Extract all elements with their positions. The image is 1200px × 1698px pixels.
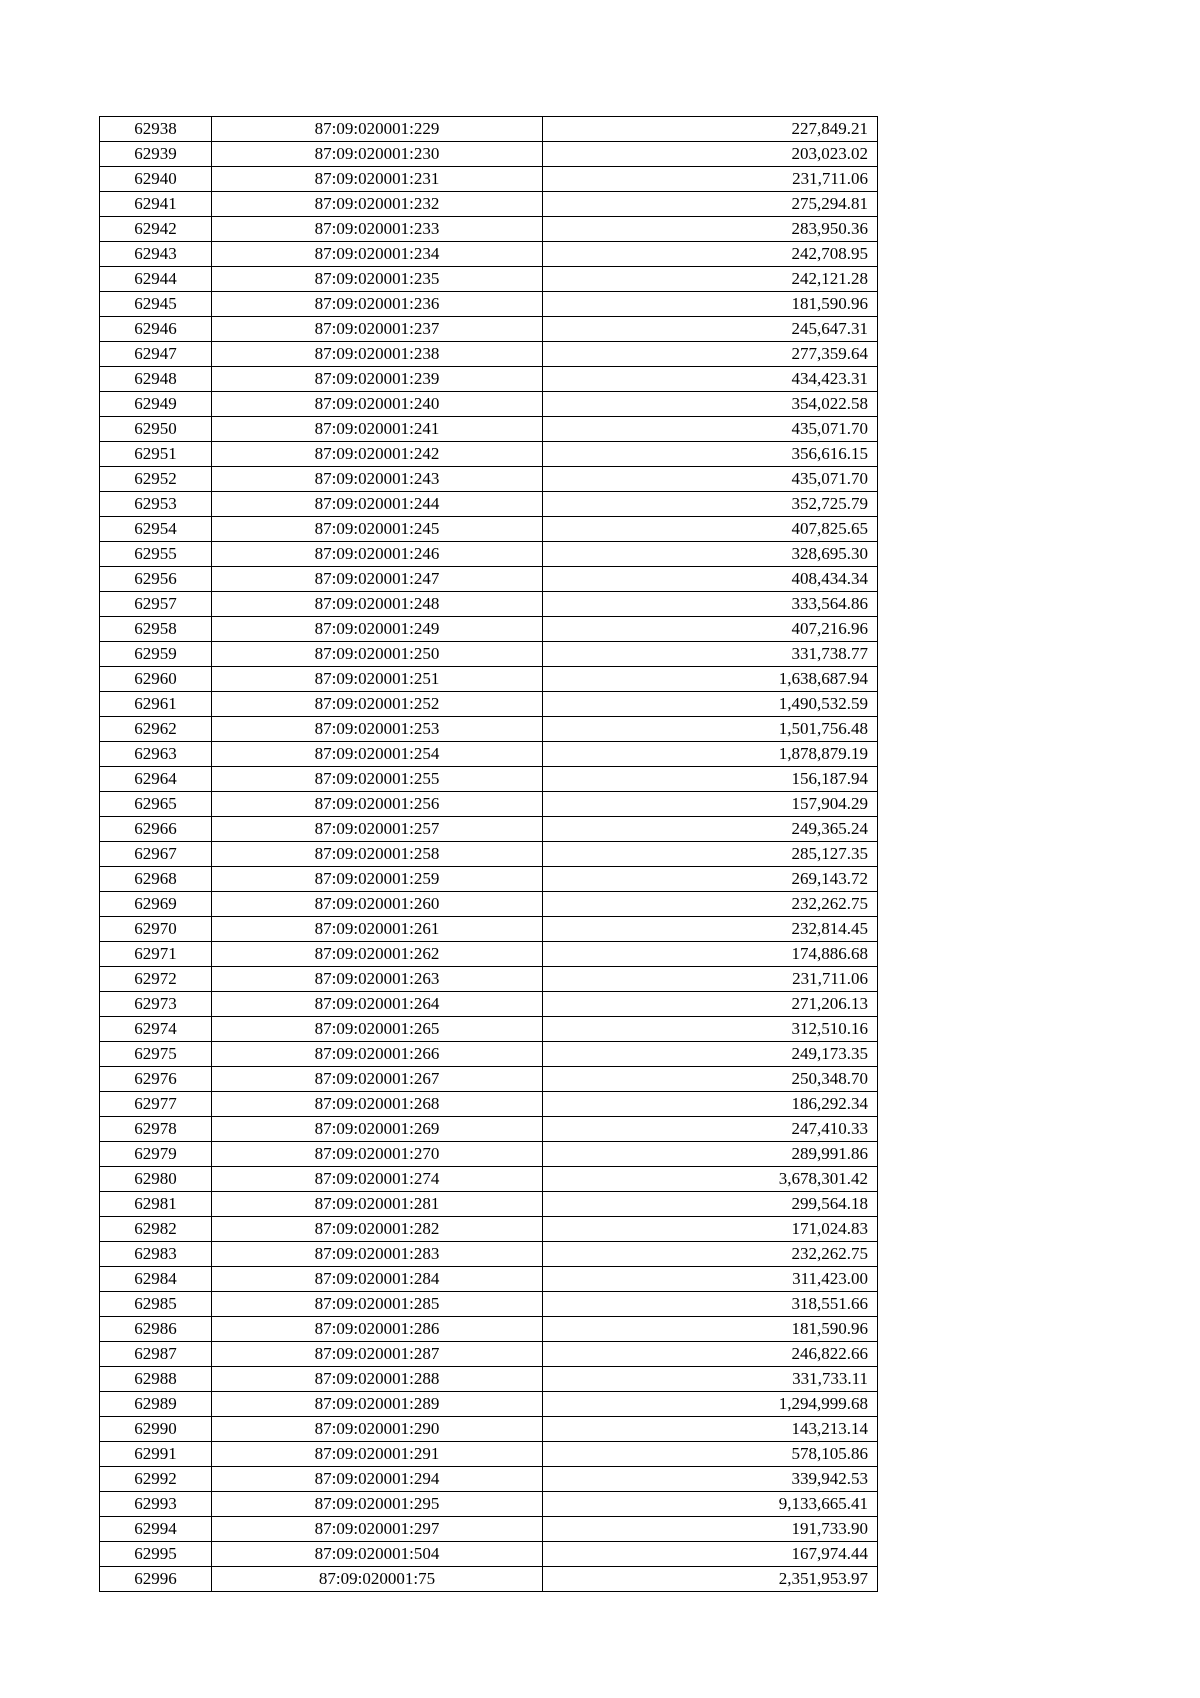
value-amount-cell: 1,294,999.68 <box>543 1392 878 1417</box>
row-number-cell: 62978 <box>100 1117 212 1142</box>
cadastral-number-cell: 87:09:020001:232 <box>212 192 543 217</box>
value-amount-cell: 578,105.86 <box>543 1442 878 1467</box>
cadastral-number-cell: 87:09:020001:288 <box>212 1367 543 1392</box>
cadastral-number-cell: 87:09:020001:285 <box>212 1292 543 1317</box>
table-row <box>100 992 878 1017</box>
value-amount-cell: 269,143.72 <box>543 867 878 892</box>
value-amount-cell: 354,022.58 <box>543 392 878 417</box>
value-amount-cell: 171,024.83 <box>543 1217 878 1242</box>
cadastral-number-cell: 87:09:020001:264 <box>212 992 543 1017</box>
row-number-cell: 62975 <box>100 1042 212 1067</box>
cadastral-number-cell: 87:09:020001:229 <box>212 117 543 142</box>
value-amount-cell: 186,292.34 <box>543 1092 878 1117</box>
row-number-cell: 62964 <box>100 767 212 792</box>
value-amount-cell: 407,216.96 <box>543 617 878 642</box>
cadastral-number-cell: 87:09:020001:282 <box>212 1217 543 1242</box>
cadastral-number-cell: 87:09:020001:284 <box>212 1267 543 1292</box>
table-row <box>100 1042 878 1067</box>
value-amount-cell: 318,551.66 <box>543 1292 878 1317</box>
table-row <box>100 592 878 617</box>
row-number-cell: 62949 <box>100 392 212 417</box>
cadastral-number-cell: 87:09:020001:270 <box>212 1142 543 1167</box>
table-body <box>100 117 878 1592</box>
table-row <box>100 1242 878 1267</box>
value-amount-cell: 285,127.35 <box>543 842 878 867</box>
table-row <box>100 217 878 242</box>
cadastral-number-cell: 87:09:020001:274 <box>212 1167 543 1192</box>
row-number-cell: 62967 <box>100 842 212 867</box>
table-row <box>100 492 878 517</box>
cadastral-number-cell: 87:09:020001:287 <box>212 1342 543 1367</box>
row-number-cell: 62993 <box>100 1492 212 1517</box>
cadastral-number-cell: 87:09:020001:263 <box>212 967 543 992</box>
row-number-cell: 62946 <box>100 317 212 342</box>
cadastral-number-cell: 87:09:020001:244 <box>212 492 543 517</box>
cadastral-number-cell: 87:09:020001:254 <box>212 742 543 767</box>
value-amount-cell: 242,708.95 <box>543 242 878 267</box>
cadastral-number-cell: 87:09:020001:261 <box>212 917 543 942</box>
value-amount-cell: 407,825.65 <box>543 517 878 542</box>
row-number-cell: 62953 <box>100 492 212 517</box>
row-number-cell: 62958 <box>100 617 212 642</box>
row-number-cell: 62996 <box>100 1567 212 1592</box>
row-number-cell: 62954 <box>100 517 212 542</box>
row-number-cell: 62980 <box>100 1167 212 1192</box>
table-row <box>100 1417 878 1442</box>
row-number-cell: 62971 <box>100 942 212 967</box>
cadastral-number-cell: 87:09:020001:258 <box>212 842 543 867</box>
row-number-cell: 62979 <box>100 1142 212 1167</box>
row-number-cell: 62959 <box>100 642 212 667</box>
value-amount-cell: 352,725.79 <box>543 492 878 517</box>
row-number-cell: 62990 <box>100 1417 212 1442</box>
row-number-cell: 62955 <box>100 542 212 567</box>
value-amount-cell: 3,678,301.42 <box>543 1167 878 1192</box>
value-amount-cell: 2,351,953.97 <box>543 1567 878 1592</box>
value-amount-cell: 249,365.24 <box>543 817 878 842</box>
row-number-cell: 62985 <box>100 1292 212 1317</box>
row-number-cell: 62986 <box>100 1317 212 1342</box>
row-number-cell: 62952 <box>100 467 212 492</box>
cadastral-number-cell: 87:09:020001:262 <box>212 942 543 967</box>
value-amount-cell: 1,638,687.94 <box>543 667 878 692</box>
table-row <box>100 517 878 542</box>
table-row <box>100 1367 878 1392</box>
value-amount-cell: 1,490,532.59 <box>543 692 878 717</box>
row-number-cell: 62982 <box>100 1217 212 1242</box>
cadastral-number-cell: 87:09:020001:297 <box>212 1517 543 1542</box>
cadastral-number-cell: 87:09:020001:249 <box>212 617 543 642</box>
value-amount-cell: 249,173.35 <box>543 1042 878 1067</box>
table-row <box>100 117 878 142</box>
row-number-cell: 62973 <box>100 992 212 1017</box>
table-row <box>100 1017 878 1042</box>
row-number-cell: 62962 <box>100 717 212 742</box>
row-number-cell: 62939 <box>100 142 212 167</box>
table-row <box>100 717 878 742</box>
cadastral-number-cell: 87:09:020001:236 <box>212 292 543 317</box>
cadastral-number-cell: 87:09:020001:75 <box>212 1567 543 1592</box>
value-amount-cell: 408,434.34 <box>543 567 878 592</box>
value-amount-cell: 289,991.86 <box>543 1142 878 1167</box>
cadastral-number-cell: 87:09:020001:230 <box>212 142 543 167</box>
table-row <box>100 1567 878 1592</box>
value-amount-cell: 299,564.18 <box>543 1192 878 1217</box>
value-amount-cell: 227,849.21 <box>543 117 878 142</box>
cadastral-number-cell: 87:09:020001:248 <box>212 592 543 617</box>
table-row <box>100 367 878 392</box>
cadastral-number-cell: 87:09:020001:234 <box>212 242 543 267</box>
cadastral-number-cell: 87:09:020001:233 <box>212 217 543 242</box>
table-row <box>100 317 878 342</box>
row-number-cell: 62948 <box>100 367 212 392</box>
row-number-cell: 62988 <box>100 1367 212 1392</box>
value-amount-cell: 247,410.33 <box>543 1117 878 1142</box>
row-number-cell: 62968 <box>100 867 212 892</box>
value-amount-cell: 191,733.90 <box>543 1517 878 1542</box>
cadastral-number-cell: 87:09:020001:267 <box>212 1067 543 1092</box>
table-row <box>100 567 878 592</box>
row-number-cell: 62969 <box>100 892 212 917</box>
table-row <box>100 1442 878 1467</box>
row-number-cell: 62994 <box>100 1517 212 1542</box>
cadastral-number-cell: 87:09:020001:240 <box>212 392 543 417</box>
table-row <box>100 242 878 267</box>
cadastral-number-cell: 87:09:020001:255 <box>212 767 543 792</box>
row-number-cell: 62966 <box>100 817 212 842</box>
table-row <box>100 1067 878 1092</box>
table-row <box>100 342 878 367</box>
value-amount-cell: 1,878,879.19 <box>543 742 878 767</box>
value-amount-cell: 328,695.30 <box>543 542 878 567</box>
row-number-cell: 62942 <box>100 217 212 242</box>
row-number-cell: 62950 <box>100 417 212 442</box>
value-amount-cell: 232,262.75 <box>543 1242 878 1267</box>
row-number-cell: 62945 <box>100 292 212 317</box>
row-number-cell: 62940 <box>100 167 212 192</box>
value-amount-cell: 311,423.00 <box>543 1267 878 1292</box>
table-row <box>100 142 878 167</box>
row-number-cell: 62989 <box>100 1392 212 1417</box>
table-row <box>100 1217 878 1242</box>
value-amount-cell: 435,071.70 <box>543 467 878 492</box>
table-row <box>100 1117 878 1142</box>
value-amount-cell: 9,133,665.41 <box>543 1492 878 1517</box>
cadastral-number-cell: 87:09:020001:237 <box>212 317 543 342</box>
cadastral-number-cell: 87:09:020001:281 <box>212 1192 543 1217</box>
value-amount-cell: 156,187.94 <box>543 767 878 792</box>
value-amount-cell: 246,822.66 <box>543 1342 878 1367</box>
row-number-cell: 62977 <box>100 1092 212 1117</box>
row-number-cell: 62947 <box>100 342 212 367</box>
cadastral-number-cell: 87:09:020001:242 <box>212 442 543 467</box>
table-row <box>100 417 878 442</box>
row-number-cell: 62956 <box>100 567 212 592</box>
row-number-cell: 62992 <box>100 1467 212 1492</box>
table-row <box>100 942 878 967</box>
cadastral-number-cell: 87:09:020001:294 <box>212 1467 543 1492</box>
cadastral-number-cell: 87:09:020001:241 <box>212 417 543 442</box>
table-row <box>100 1292 878 1317</box>
table-row <box>100 917 878 942</box>
cadastral-number-cell: 87:09:020001:286 <box>212 1317 543 1342</box>
table-row <box>100 442 878 467</box>
table-row <box>100 792 878 817</box>
cadastral-number-cell: 87:09:020001:291 <box>212 1442 543 1467</box>
table-row <box>100 892 878 917</box>
table-row <box>100 292 878 317</box>
value-amount-cell: 232,814.45 <box>543 917 878 942</box>
row-number-cell: 62972 <box>100 967 212 992</box>
row-number-cell: 62976 <box>100 1067 212 1092</box>
row-number-cell: 62943 <box>100 242 212 267</box>
cadastral-number-cell: 87:09:020001:256 <box>212 792 543 817</box>
table-row <box>100 1492 878 1517</box>
value-amount-cell: 242,121.28 <box>543 267 878 292</box>
row-number-cell: 62965 <box>100 792 212 817</box>
table-row <box>100 1142 878 1167</box>
table-row <box>100 817 878 842</box>
cadastral-number-cell: 87:09:020001:247 <box>212 567 543 592</box>
row-number-cell: 62987 <box>100 1342 212 1367</box>
value-amount-cell: 331,738.77 <box>543 642 878 667</box>
cadastral-number-cell: 87:09:020001:257 <box>212 817 543 842</box>
table-row <box>100 617 878 642</box>
table-row <box>100 667 878 692</box>
cadastral-number-cell: 87:09:020001:260 <box>212 892 543 917</box>
cadastral-number-cell: 87:09:020001:290 <box>212 1417 543 1442</box>
cadastral-number-cell: 87:09:020001:269 <box>212 1117 543 1142</box>
value-amount-cell: 333,564.86 <box>543 592 878 617</box>
row-number-cell: 62981 <box>100 1192 212 1217</box>
cadastral-number-cell: 87:09:020001:231 <box>212 167 543 192</box>
table-row <box>100 867 878 892</box>
table-row <box>100 1542 878 1567</box>
table-row <box>100 692 878 717</box>
cadastral-number-cell: 87:09:020001:243 <box>212 467 543 492</box>
value-amount-cell: 250,348.70 <box>543 1067 878 1092</box>
value-amount-cell: 1,501,756.48 <box>543 717 878 742</box>
table-row <box>100 742 878 767</box>
row-number-cell: 62984 <box>100 1267 212 1292</box>
row-number-cell: 62941 <box>100 192 212 217</box>
value-amount-cell: 157,904.29 <box>543 792 878 817</box>
table-row <box>100 467 878 492</box>
table-row <box>100 1342 878 1367</box>
row-number-cell: 62961 <box>100 692 212 717</box>
table-row <box>100 642 878 667</box>
cadastral-number-cell: 87:09:020001:246 <box>212 542 543 567</box>
value-amount-cell: 167,974.44 <box>543 1542 878 1567</box>
value-amount-cell: 356,616.15 <box>543 442 878 467</box>
row-number-cell: 62957 <box>100 592 212 617</box>
cadastral-number-cell: 87:09:020001:295 <box>212 1492 543 1517</box>
table-row <box>100 767 878 792</box>
table-row <box>100 1392 878 1417</box>
table-row <box>100 1267 878 1292</box>
value-amount-cell: 331,733.11 <box>543 1367 878 1392</box>
table-row <box>100 542 878 567</box>
table-row <box>100 1092 878 1117</box>
row-number-cell: 62991 <box>100 1442 212 1467</box>
table-row <box>100 1167 878 1192</box>
value-amount-cell: 312,510.16 <box>543 1017 878 1042</box>
table-row <box>100 192 878 217</box>
row-number-cell: 62960 <box>100 667 212 692</box>
value-amount-cell: 143,213.14 <box>543 1417 878 1442</box>
cadastral-number-cell: 87:09:020001:251 <box>212 667 543 692</box>
value-amount-cell: 232,262.75 <box>543 892 878 917</box>
value-amount-cell: 231,711.06 <box>543 967 878 992</box>
value-amount-cell: 203,023.02 <box>543 142 878 167</box>
cadastral-number-cell: 87:09:020001:253 <box>212 717 543 742</box>
cadastral-number-cell: 87:09:020001:266 <box>212 1042 543 1067</box>
table-row <box>100 1467 878 1492</box>
cadastral-number-cell: 87:09:020001:245 <box>212 517 543 542</box>
value-amount-cell: 245,647.31 <box>543 317 878 342</box>
cadastral-number-cell: 87:09:020001:259 <box>212 867 543 892</box>
table-row <box>100 267 878 292</box>
cadastral-value-table <box>99 116 878 1592</box>
table-row <box>100 1317 878 1342</box>
row-number-cell: 62938 <box>100 117 212 142</box>
value-amount-cell: 174,886.68 <box>543 942 878 967</box>
cadastral-number-cell: 87:09:020001:268 <box>212 1092 543 1117</box>
cadastral-number-cell: 87:09:020001:250 <box>212 642 543 667</box>
value-amount-cell: 231,711.06 <box>543 167 878 192</box>
table-row <box>100 392 878 417</box>
value-amount-cell: 283,950.36 <box>543 217 878 242</box>
cadastral-number-cell: 87:09:020001:265 <box>212 1017 543 1042</box>
value-amount-cell: 435,071.70 <box>543 417 878 442</box>
table-row <box>100 967 878 992</box>
cadastral-number-cell: 87:09:020001:238 <box>212 342 543 367</box>
table-row <box>100 1192 878 1217</box>
table-row <box>100 167 878 192</box>
cadastral-number-cell: 87:09:020001:283 <box>212 1242 543 1267</box>
row-number-cell: 62944 <box>100 267 212 292</box>
value-amount-cell: 271,206.13 <box>543 992 878 1017</box>
value-amount-cell: 434,423.31 <box>543 367 878 392</box>
value-amount-cell: 181,590.96 <box>543 1317 878 1342</box>
row-number-cell: 62970 <box>100 917 212 942</box>
value-amount-cell: 275,294.81 <box>543 192 878 217</box>
row-number-cell: 62995 <box>100 1542 212 1567</box>
cadastral-number-cell: 87:09:020001:235 <box>212 267 543 292</box>
cadastral-number-cell: 87:09:020001:289 <box>212 1392 543 1417</box>
table-row <box>100 1517 878 1542</box>
value-amount-cell: 181,590.96 <box>543 292 878 317</box>
table-row <box>100 842 878 867</box>
value-amount-cell: 277,359.64 <box>543 342 878 367</box>
cadastral-number-cell: 87:09:020001:239 <box>212 367 543 392</box>
row-number-cell: 62983 <box>100 1242 212 1267</box>
row-number-cell: 62963 <box>100 742 212 767</box>
row-number-cell: 62974 <box>100 1017 212 1042</box>
value-amount-cell: 339,942.53 <box>543 1467 878 1492</box>
row-number-cell: 62951 <box>100 442 212 467</box>
cadastral-number-cell: 87:09:020001:504 <box>212 1542 543 1567</box>
cadastral-number-cell: 87:09:020001:252 <box>212 692 543 717</box>
